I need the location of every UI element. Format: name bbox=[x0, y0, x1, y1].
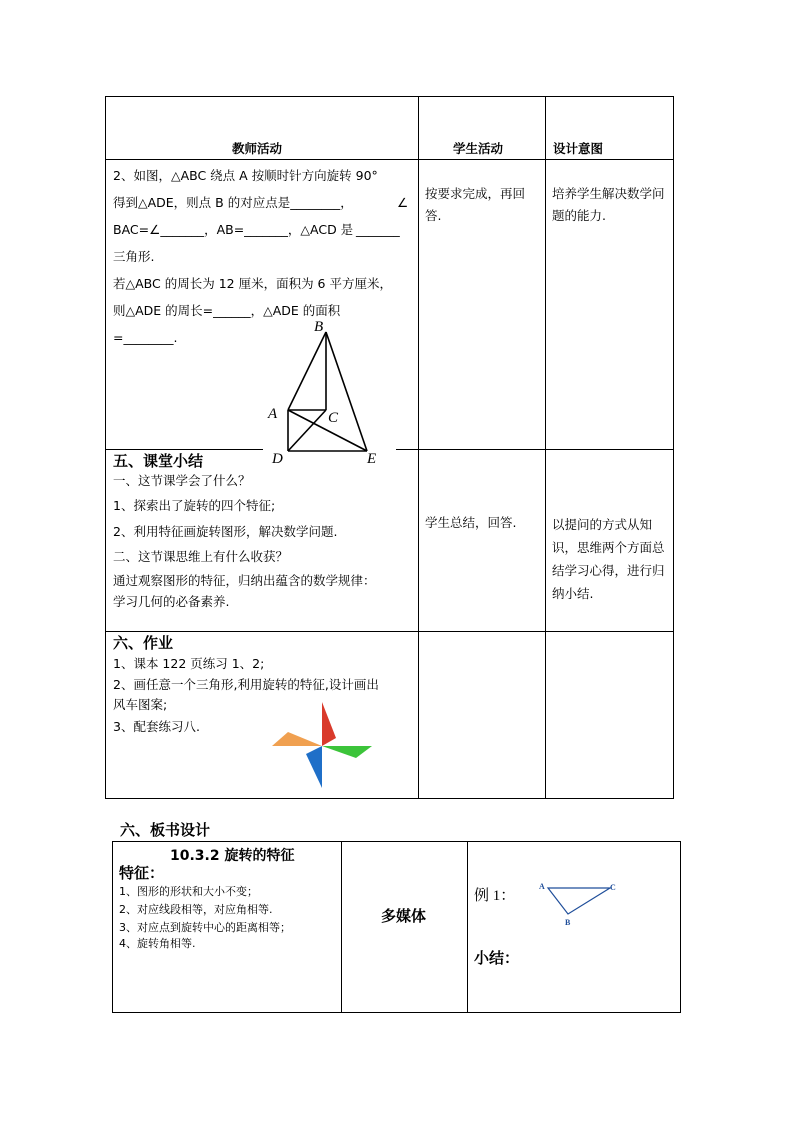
exercise-line-2: 得到△ADE，则点 B 的对应点是________， bbox=[113, 195, 353, 210]
feature-3: 3、对应点到旋转中心的距离相等； bbox=[119, 921, 291, 934]
board-heading: 六、板书设计 bbox=[120, 821, 211, 839]
homework-line-1: 1、课本 122 页练习 1、2; bbox=[113, 656, 265, 671]
student-activity-2: 学生总结，回答. bbox=[425, 515, 517, 530]
example-label-a: A bbox=[539, 882, 545, 891]
exercise-line-6: 则△ADE 的周长=______，△ADE 的面积 bbox=[113, 303, 341, 318]
label-e: E bbox=[367, 451, 377, 467]
label-a: A bbox=[268, 406, 278, 422]
board-title: 10.3.2 旋转的特征 bbox=[170, 848, 295, 864]
row-divider-1-right bbox=[396, 449, 674, 450]
example-label: 例 1： bbox=[474, 888, 516, 904]
example-label-c: C bbox=[610, 883, 616, 892]
homework-line-4: 3、配套练习八. bbox=[113, 719, 200, 734]
summary-line-5: 通过观察图形的特征，归纳出蕴含的数学规律： bbox=[113, 573, 376, 588]
header-teacher: 教师活动 bbox=[232, 141, 283, 156]
pinwheel-red-blade bbox=[322, 702, 336, 746]
pinwheel-figure bbox=[270, 700, 374, 790]
header-intent: 设计意图 bbox=[553, 141, 604, 156]
design-intent-1: 培养学生解决数学问题的能力. bbox=[552, 186, 665, 223]
homework-line-3: 风车图案; bbox=[113, 697, 168, 712]
pinwheel-green-blade bbox=[322, 746, 372, 758]
summary-line-1: 一、这节课学会了什么？ bbox=[113, 473, 251, 488]
design-intent-2: 以提问的方式从知识，思维两个方面总结学习心得，进行归纳小结. bbox=[552, 517, 665, 601]
example-label-b: B bbox=[565, 918, 571, 927]
feature-1: 1、图形的形状和大小不变； bbox=[119, 885, 258, 898]
feature-2: 2、对应线段相等，对应角相等. bbox=[119, 903, 273, 916]
summary-title: 五、课堂小结 bbox=[113, 452, 204, 470]
label-d: D bbox=[272, 451, 283, 467]
exercise-line-1: 2、如图，△ABC 绕点 A 按顺时针方向旋转 90° bbox=[113, 168, 378, 183]
homework-title: 六、作业 bbox=[113, 634, 174, 652]
angle-symbol: ∠ bbox=[397, 195, 409, 210]
exercise-line-4: 三角形. bbox=[113, 249, 155, 264]
summary-line-6: 学习几何的必备素养. bbox=[113, 594, 230, 609]
media-label: 多媒体 bbox=[381, 907, 427, 925]
row-divider-2 bbox=[105, 631, 674, 632]
feature-4: 4、旋转角相等. bbox=[119, 937, 196, 950]
exercise-blank: _______ bbox=[356, 222, 400, 237]
features-title: 特征： bbox=[119, 864, 165, 882]
header-student: 学生活动 bbox=[453, 141, 504, 156]
homework-line-2: 2、画任意一个三角形,利用旋转的特征,设计画出 bbox=[113, 677, 379, 692]
example-triangle bbox=[536, 878, 622, 930]
rotation-figure bbox=[262, 318, 398, 468]
board-summary-label: 小结： bbox=[474, 949, 520, 967]
row-divider-1-left bbox=[105, 449, 263, 450]
summary-line-2: 1、探索出了旋转的四个特征; bbox=[113, 498, 276, 513]
student-activity-1: 按要求完成，再回答. bbox=[425, 186, 526, 223]
summary-line-3: 2、利用特征画旋转图形，解决数学问题. bbox=[113, 524, 338, 539]
board-divider-2 bbox=[467, 841, 468, 1013]
summary-line-4: 二、这节课思维上有什么收获？ bbox=[113, 549, 289, 564]
column-divider-2 bbox=[545, 96, 546, 799]
row-divider-header bbox=[105, 159, 674, 160]
exercise-line-7: =________. bbox=[113, 330, 178, 345]
label-b: B bbox=[314, 319, 324, 335]
pinwheel-orange-blade bbox=[272, 732, 322, 746]
board-divider-1 bbox=[341, 841, 342, 1013]
pinwheel-blue-blade bbox=[306, 746, 322, 788]
label-c: C bbox=[328, 410, 339, 426]
exercise-line-5: 若△ABC 的周长为 12 厘米，面积为 6 平方厘米， bbox=[113, 276, 392, 291]
column-divider-1 bbox=[418, 96, 419, 799]
exercise-line-3: BAC=∠_______，AB=_______，△ACD 是 bbox=[113, 222, 354, 237]
